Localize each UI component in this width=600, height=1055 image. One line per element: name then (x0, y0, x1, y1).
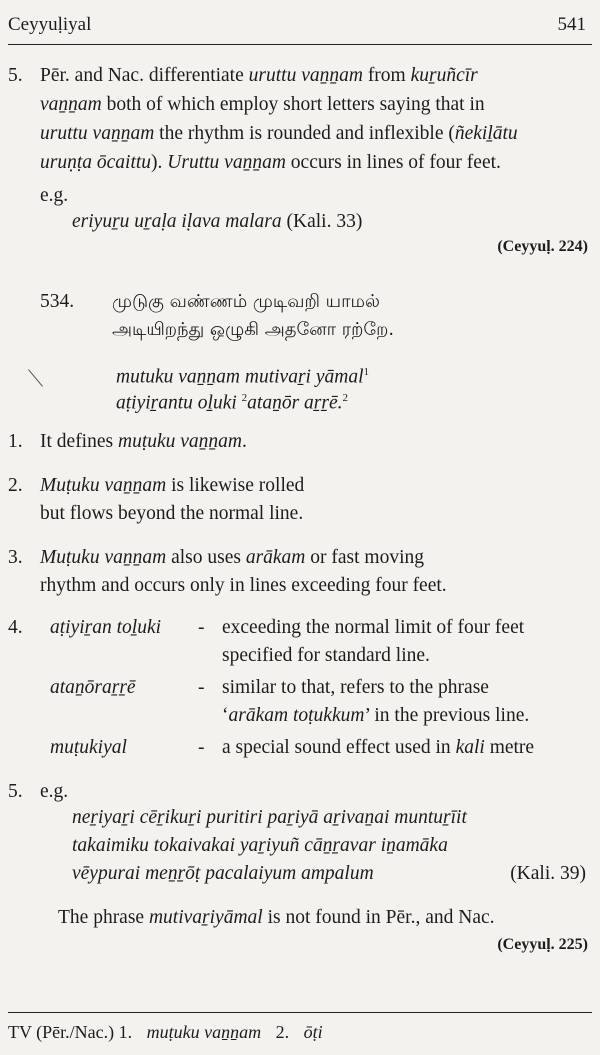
point-number: 1. (8, 431, 23, 452)
gloss-term: muṭukiyal (50, 737, 127, 758)
gloss-term: ataṉōraṟṟē (50, 677, 136, 698)
example-label: e.g. (40, 781, 69, 802)
verse-citation: (Kali. 39) (510, 863, 586, 884)
tamil-verse-line: முடுகு வண்ணம் முடிவறி யாமல் (112, 291, 380, 312)
example-verse: takaimiku tokaivakai yaṟiyuñ cāṉṟavar iṉamāka (72, 835, 448, 856)
transliteration-line: mutuku vaṉṉam mutivaṟi yāmal$^1$ (116, 366, 370, 388)
stray-mark (28, 369, 43, 386)
footer-rule (8, 1012, 592, 1013)
point-number: 4. (8, 617, 23, 638)
gloss-term: aṭiyiṟan toḻuki (50, 617, 162, 638)
point-text: Muṭuku vaṉṉam is likewise rolled (40, 475, 305, 496)
transliteration-line: aṭiyiṟantu oḻuki $^2$ataṉōr aṟṟē.$^2$ (116, 392, 348, 414)
example-verse: vēypurai meṉṟōṭ pacalaiyum ampalum (72, 863, 374, 884)
sutra-number: 534. (40, 291, 75, 312)
paragraph-line: Pēr. and Nac. differentiate uruttu vaṉṉam from kuṟuñcīr (40, 65, 478, 86)
chapter-title: Ceyyuḷiyal (8, 14, 92, 35)
point-text: Muṭuku vaṉṉam also uses arākam or fast moving (40, 547, 424, 568)
gloss-definition: a special sound effect used in kali metre (222, 737, 535, 758)
paragraph-line: vaṉṉam both of which employ short letters saying that in (40, 94, 485, 115)
example-label: e.g. (40, 185, 69, 206)
point-text: It defines muṭuku vaṉṉam. (40, 431, 247, 452)
gloss-dash: - (198, 617, 205, 638)
citation: (Ceyyuḷ. 224) (497, 238, 588, 255)
gloss-dash: - (198, 737, 205, 758)
running-header (8, 14, 586, 40)
gloss-definition: similar to that, refers to the phrase (222, 677, 489, 698)
gloss-definition: specified for standard line. (222, 645, 430, 666)
header-rule (8, 44, 592, 45)
gloss-dash: - (198, 677, 205, 698)
paragraph-line: uruttu vaṉṉam the rhythm is rounded and inflexible (ñekiḻātu (40, 123, 518, 144)
footnote: TV (Pēr./Nac.) 1. muṭuku vaṉṉam 2. ōṭi (8, 1022, 323, 1042)
item-number: 5. (8, 65, 23, 86)
gloss-definition: ‘arākam toṭukkum’ in the previous line. (222, 705, 530, 726)
point-text: but flows beyond the normal line. (40, 503, 304, 524)
paragraph-line: uruṇṭa ōcaittu). Uruttu vaṉṉam occurs in lines of four feet. (40, 152, 501, 173)
example-verse: eriyuṟu uṟaḷa iḷava malara (Kali. 33) (72, 211, 363, 232)
tamil-verse-line: அடியிறந்து ஒழுகி அதனோ ரற்றே. (112, 319, 395, 340)
note-line: The phrase mutivaṟiyāmal is not found in Pēr., and Nac. (58, 907, 495, 928)
page-number: 541 (557, 14, 586, 35)
gloss-definition: exceeding the normal limit of four feet (222, 617, 525, 638)
point-number: 2. (8, 475, 23, 496)
item-number: 5. (8, 781, 23, 802)
citation: (Ceyyuḷ. 225) (497, 936, 588, 953)
point-number: 3. (8, 547, 23, 568)
point-text: rhythm and occurs only in lines exceeding four feet. (40, 575, 447, 596)
example-verse: neṟiyaṟi cēṟikuṟi puritiri paṟiyā aṟivaṉai muntuṟīit (72, 807, 467, 828)
